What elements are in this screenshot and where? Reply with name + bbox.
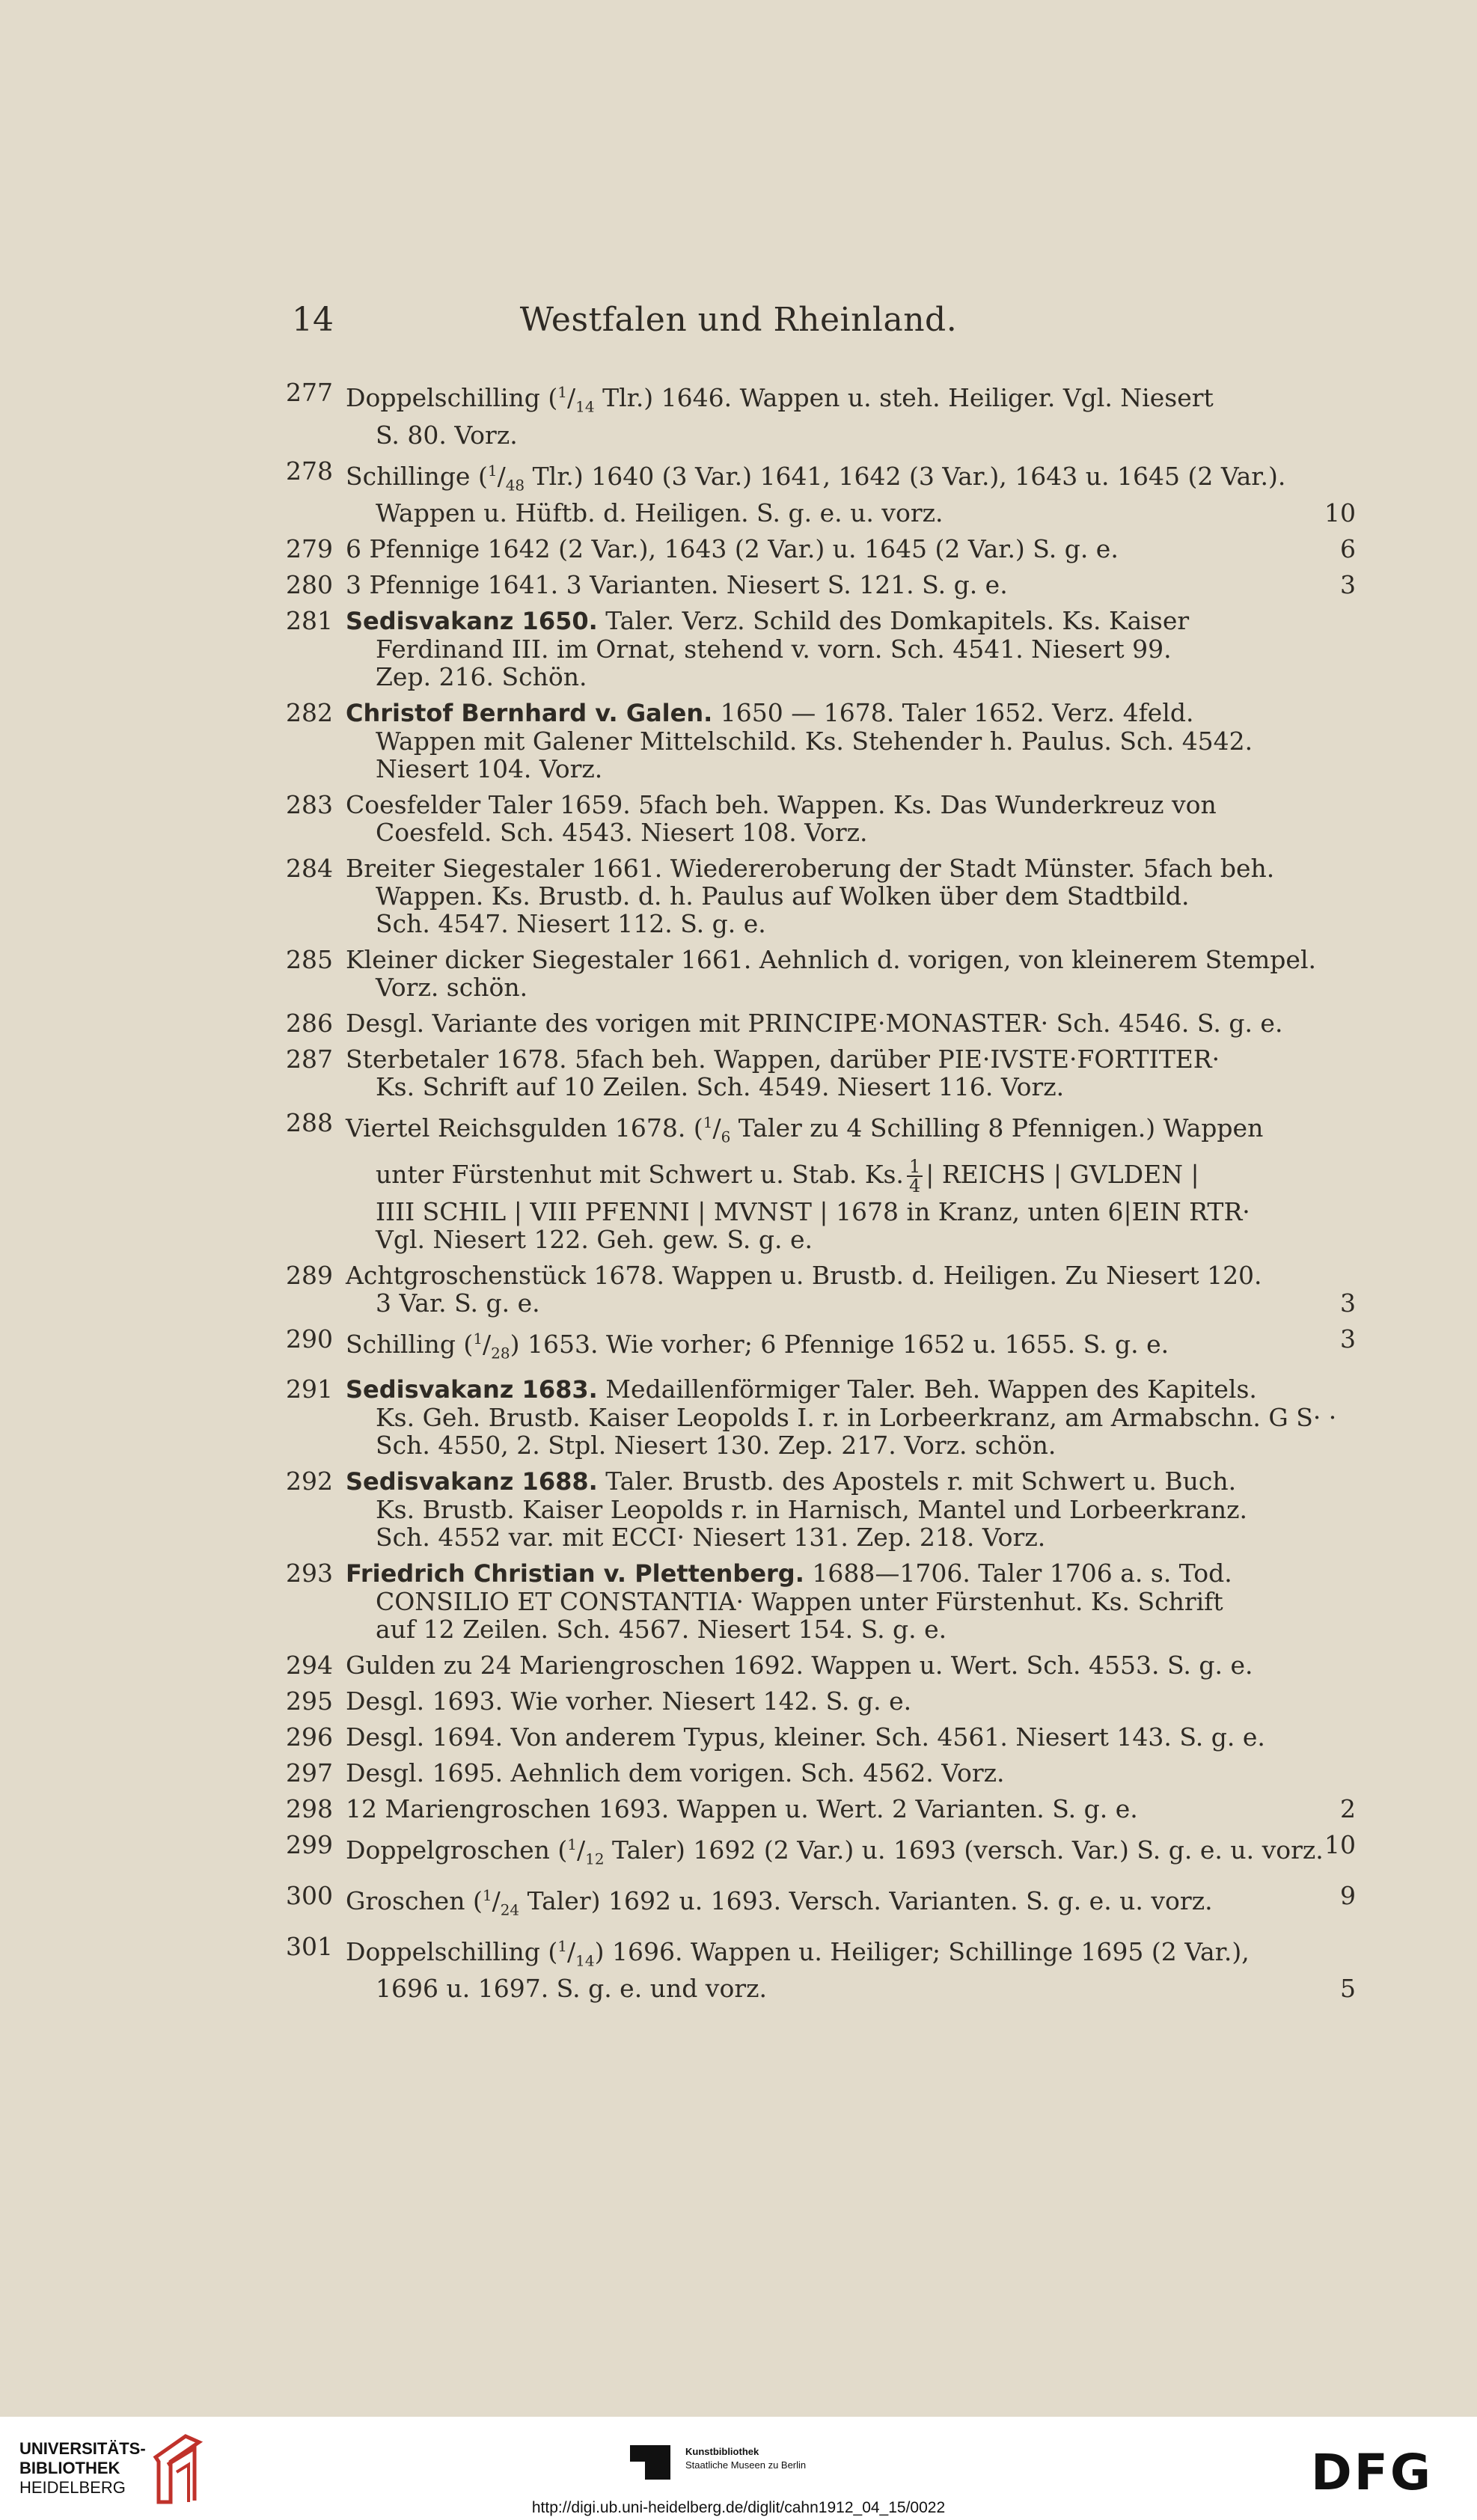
catalog-entry	[286, 535, 1356, 563]
entry-text: Medaillenförmiger Taler. Beh. Wappen des Kapitels.	[597, 1374, 1257, 1404]
dfg-logo: DFG	[1311, 2444, 1434, 2501]
entry-price: 3	[1340, 1288, 1356, 1318]
catalog-entry	[286, 607, 1356, 691]
entry-text: Schilling (	[346, 1329, 474, 1359]
entry-text: Wappen. Ks. Brustb. d. h. Paulus auf Wolken über dem Stadtbild.	[376, 881, 1190, 911]
fraction: $^1/_{28}$	[473, 1329, 510, 1363]
entry-line	[346, 1289, 1356, 1317]
entry-text: Tlr.) 1646. Wappen u. steh. Heiliger. Vgl. Niesert	[594, 383, 1214, 412]
entry-line	[346, 910, 1356, 938]
entry-number: 283	[286, 790, 333, 820]
catalog-entry	[286, 571, 1356, 599]
entry-number: 292	[286, 1467, 333, 1496]
entry-text: ) 1696. Wappen u. Heiliger; Schillinge 1695 (2 Var.),	[594, 1936, 1250, 1966]
uni-line-2: BIBLIOTHEK	[19, 2459, 120, 2477]
entry-line	[346, 1431, 1356, 1459]
entry-text: Vorz. schön.	[376, 973, 528, 1003]
footer-bar	[0, 2417, 1477, 2520]
entry-text: | REICHS | GVLDEN |	[926, 1159, 1199, 1189]
entry-number: 298	[286, 1794, 333, 1824]
catalog-entry	[286, 1831, 1356, 1874]
permalink-url[interactable]: http://digi.ub.uni-heidelberg.de/diglit/cahn1912_04_15/0022	[531, 2499, 946, 2516]
entry-price: 5	[1340, 1974, 1356, 2004]
fraction-denominator: 4	[908, 1175, 921, 1196]
entry-line	[346, 421, 1356, 449]
entry-text: Sterbetaler 1678. 5fach beh. Wappen, darüber PIE·IVSTE·FORTITER·	[346, 1045, 1220, 1074]
entry-text: Coesfeld. Sch. 4543. Niesert 108. Vorz.	[376, 818, 868, 848]
entry-heading: Sedisvakanz 1683.	[346, 1375, 598, 1404]
entry-line	[346, 1009, 1356, 1037]
entry-heading: Sedisvakanz 1650.	[346, 607, 598, 636]
catalog-entries	[286, 379, 1356, 2010]
entry-text: Taler) 1692 u. 1693. Versch. Varianten. S. g. e. u. vorz.	[519, 1886, 1213, 1915]
entry-text: Kleiner dicker Siegestaler 1661. Aehnlich d. vorigen, von kleinerem Stempel.	[346, 945, 1316, 975]
entry-line	[346, 571, 1356, 599]
university-library-logo-icon	[151, 2432, 204, 2507]
entry-text: Zep. 216. Schön.	[376, 662, 587, 692]
entry-number: 288	[286, 1108, 333, 1138]
entry-text: Taler. Brustb. des Apostels r. mit Schwert u. Buch.	[597, 1467, 1237, 1496]
catalog-entry	[286, 1109, 1356, 1253]
entry-line	[346, 1325, 1356, 1368]
entry-text: Ks. Schrift auf 10 Zeilen. Sch. 4549. Niesert 116. Vorz.	[376, 1072, 1065, 1102]
entry-text: Doppelschilling (	[346, 383, 558, 412]
entry-line	[346, 854, 1356, 882]
entry-line	[346, 1559, 1356, 1588]
entry-text: Groschen (	[346, 1886, 483, 1915]
fraction: $^1/_{12}$	[567, 1835, 605, 1868]
entry-number: 282	[286, 698, 333, 728]
entry-line	[346, 1723, 1356, 1751]
entry-text: Taler zu 4 Schilling 8 Pfennigen.) Wappen	[730, 1113, 1264, 1143]
entry-text: Doppelschilling (	[346, 1936, 558, 1966]
entry-text: Achtgroschenstück 1678. Wappen u. Brustb. d. Heiligen. Zu Niesert 120.	[346, 1260, 1262, 1290]
entry-number: 301	[286, 1931, 333, 1961]
catalog-entry	[286, 1723, 1356, 1751]
entry-line	[346, 1109, 1356, 1152]
catalog-entry	[286, 457, 1356, 527]
catalog-entry	[286, 1651, 1356, 1679]
entry-text: Gulden zu 24 Mariengroschen 1692. Wappen u. Wert. Sch. 4553. S. g. e.	[346, 1651, 1253, 1680]
entry-text: Niesert 104. Vorz.	[376, 754, 603, 784]
catalog-entry	[286, 1559, 1356, 1643]
fraction-numerator: 1	[907, 1157, 923, 1177]
entry-line	[346, 1615, 1356, 1643]
catalog-entry	[286, 1375, 1356, 1459]
entry-line	[346, 1226, 1356, 1253]
entry-text: 12 Mariengroschen 1693. Wappen u. Wert. 2 Varianten. S. g. e.	[346, 1794, 1138, 1824]
kunstbibliothek-text	[685, 2445, 806, 2472]
catalog-entry	[286, 1009, 1356, 1037]
entry-line	[346, 1831, 1356, 1874]
fraction: $^1/_{14}$	[557, 383, 595, 416]
entry-text: Sch. 4550, 2. Stpl. Niesert 130. Zep. 217. Vorz. schön.	[376, 1431, 1056, 1461]
fraction: $^1/_{14}$	[557, 1936, 595, 1970]
entry-heading: Sedisvakanz 1688.	[346, 1467, 598, 1496]
entry-number: 287	[286, 1045, 333, 1074]
catalog-entry	[286, 1759, 1356, 1787]
entry-number: 299	[286, 1830, 333, 1860]
entry-text: 1696 u. 1697. S. g. e. und vorz.	[376, 1974, 767, 2004]
kb-line-2: Staatliche Museen zu Berlin	[685, 2459, 807, 2471]
catalog-entry	[286, 1467, 1356, 1551]
entry-text: Breiter Siegestaler 1661. Wiedereroberung der Stadt Münster. 5fach beh.	[346, 854, 1275, 884]
entry-text: Tlr.) 1640 (3 Var.) 1641, 1642 (3 Var.), 1643 u. 1645 (2 Var.).	[525, 461, 1286, 491]
entry-price: 3	[1340, 570, 1356, 600]
entry-price: 10	[1324, 498, 1356, 528]
entry-text: Wappen mit Galener Mittelschild. Ks. Stehender h. Paulus. Sch. 4542.	[376, 727, 1253, 756]
entry-line	[346, 946, 1356, 973]
entry-text: Desgl. 1695. Aehnlich dem vorigen. Sch. 4562. Vorz.	[346, 1758, 1005, 1788]
entry-line	[346, 1261, 1356, 1289]
uni-line-3: HEIDELBERG	[19, 2478, 126, 2497]
entry-price: 3	[1340, 1324, 1356, 1354]
catalog-entry	[286, 1933, 1356, 2003]
entry-number: 294	[286, 1651, 333, 1680]
page-header-title: Westfalen und Rheinland.	[519, 301, 958, 339]
entry-text: S. 80. Vorz.	[376, 420, 518, 450]
catalog-entry	[286, 1261, 1356, 1317]
catalog-entry	[286, 854, 1356, 938]
entry-text: CONSILIO ET CONSTANTIA· Wappen unter Fürstenhut. Ks. Schrift	[376, 1587, 1223, 1617]
catalog-entry	[286, 1045, 1356, 1101]
entry-text: unter Fürstenhut mit Schwert u. Stab. Ks.	[376, 1159, 904, 1189]
entry-line	[346, 607, 1356, 635]
kunstbibliothek-logo-icon	[629, 2444, 672, 2481]
entry-line	[346, 1687, 1356, 1715]
entry-text: Taler) 1692 (2 Var.) u. 1693 (versch. Var.) S. g. e. u. vorz.	[604, 1835, 1324, 1865]
entry-text: Vgl. Niesert 122. Geh. gew. S. g. e.	[376, 1224, 813, 1254]
entry-number: 295	[286, 1686, 333, 1716]
entry-line	[346, 1467, 1356, 1496]
catalog-entry	[286, 1882, 1356, 1924]
entry-text: Schillinge (	[346, 461, 488, 491]
entry-line	[346, 755, 1356, 783]
entry-number: 281	[286, 606, 333, 636]
catalog-entry	[286, 1687, 1356, 1715]
entry-price: 2	[1340, 1794, 1356, 1824]
entry-line	[346, 1045, 1356, 1073]
catalog-entry	[286, 791, 1356, 846]
catalog-entry	[286, 699, 1356, 783]
entry-text: IIII SCHIL | VIII PFENNI | MVNST | 1678 in Kranz, unten 6|EIN RTR·	[376, 1196, 1250, 1226]
entry-text: Sch. 4552 var. mit ECCI· Niesert 131. Zep. 218. Vorz.	[376, 1523, 1046, 1553]
entry-text: ) 1653. Wie vorher; 6 Pfennige 1652 u. 1655. S. g. e.	[510, 1329, 1169, 1359]
fraction: $^1/_{24}$	[482, 1886, 520, 1919]
kb-line-1: Kunstbibliothek	[685, 2446, 759, 2457]
entry-line	[346, 1651, 1356, 1679]
entry-line	[346, 1795, 1356, 1823]
entry-line	[346, 1073, 1356, 1101]
entry-number: 300	[286, 1880, 333, 1910]
running-head	[0, 301, 1477, 346]
entry-line	[346, 635, 1356, 663]
entry-price: 10	[1324, 1830, 1356, 1860]
entry-line	[346, 1588, 1356, 1615]
entry-number: 280	[286, 570, 333, 600]
entry-heading: Friedrich Christian v. Plettenberg.	[346, 1559, 804, 1588]
entry-number: 277	[286, 378, 333, 407]
stacked-fraction	[907, 1157, 923, 1195]
entry-text: Sch. 4547. Niesert 112. S. g. e.	[376, 909, 766, 939]
entry-text: Desgl. 1693. Wie vorher. Niesert 142. S. g. e.	[346, 1686, 912, 1716]
catalog-entry	[286, 379, 1356, 449]
entry-line	[346, 535, 1356, 563]
entry-line	[346, 1496, 1356, 1523]
entry-heading: Christof Bernhard v. Galen.	[346, 699, 713, 728]
entry-number: 293	[286, 1559, 333, 1588]
entry-text: Ks. Geh. Brustb. Kaiser Leopolds I. r. in Lorbeerkranz, am Armabschn. G S· ·	[376, 1403, 1337, 1433]
entry-line	[346, 882, 1356, 910]
entry-line	[346, 1759, 1356, 1787]
entry-line	[346, 1882, 1356, 1924]
entry-number: 289	[286, 1260, 333, 1290]
catalog-entry	[286, 1325, 1356, 1368]
page-number: 14	[292, 301, 334, 339]
entry-number: 278	[286, 456, 333, 486]
entry-text: auf 12 Zeilen. Sch. 4567. Niesert 154. S. g. e.	[376, 1615, 947, 1645]
entry-line	[346, 499, 1356, 527]
entry-line	[346, 791, 1356, 819]
entry-line	[346, 379, 1356, 421]
entry-line	[346, 1198, 1356, 1226]
university-library-logo-text	[19, 2439, 146, 2498]
entry-line	[346, 663, 1356, 691]
entry-number: 291	[286, 1374, 333, 1404]
fraction: $^1/_6$	[703, 1113, 731, 1146]
entry-number: 286	[286, 1009, 333, 1039]
entry-line	[346, 699, 1356, 727]
entry-line	[346, 1975, 1356, 2002]
entry-line	[346, 973, 1356, 1001]
entry-line	[346, 1375, 1356, 1404]
entry-number: 284	[286, 854, 333, 884]
entry-text: Desgl. Variante des vorigen mit PRINCIPE·MONASTER· Sch. 4546. S. g. e.	[346, 1009, 1283, 1039]
entry-text: Doppelgroschen (	[346, 1835, 568, 1865]
entry-line	[346, 1523, 1356, 1551]
entry-text: Ks. Brustb. Kaiser Leopolds r. in Harnisch, Mantel und Lorbeerkranz.	[376, 1495, 1248, 1525]
entry-text: Taler. Verz. Schild des Domkapitels. Ks. Kaiser	[597, 606, 1190, 636]
entry-line	[346, 1404, 1356, 1431]
entry-line	[346, 1933, 1356, 1975]
entry-text: Ferdinand III. im Ornat, stehend v. vorn. Sch. 4541. Niesert 99.	[376, 634, 1172, 664]
entry-line	[346, 819, 1356, 846]
entry-text: 3 Pfennige 1641. 3 Varianten. Niesert S. 121. S. g. e.	[346, 570, 1008, 600]
entry-text: 3 Var. S. g. e.	[376, 1288, 540, 1318]
entry-number: 285	[286, 945, 333, 975]
catalog-entry	[286, 1795, 1356, 1823]
entry-line	[346, 457, 1356, 500]
entry-text: Desgl. 1694. Von anderem Typus, kleiner. Sch. 4561. Niesert 143. S. g. e.	[346, 1722, 1265, 1752]
entry-line	[346, 1152, 1356, 1198]
entry-number: 297	[286, 1758, 333, 1788]
entry-number: 279	[286, 534, 333, 564]
entry-number: 296	[286, 1722, 333, 1752]
entry-price: 9	[1340, 1880, 1356, 1910]
catalog-entry	[286, 946, 1356, 1001]
entry-text: 1650 — 1678. Taler 1652. Verz. 4feld.	[712, 698, 1194, 728]
entry-text: 6 Pfennige 1642 (2 Var.), 1643 (2 Var.) u. 1645 (2 Var.) S. g. e.	[346, 534, 1119, 564]
entry-text: Wappen u. Hüftb. d. Heiligen. S. g. e. u. vorz.	[376, 498, 944, 528]
entry-price: 6	[1340, 534, 1356, 564]
fraction: $^1/_{48}$	[487, 461, 525, 495]
entry-line	[346, 727, 1356, 755]
entry-number: 290	[286, 1324, 333, 1354]
entry-text: Coesfelder Taler 1659. 5fach beh. Wappen. Ks. Das Wunderkreuz von	[346, 790, 1217, 820]
entry-text: 1688—1706. Taler 1706 a. s. Tod.	[804, 1559, 1232, 1588]
entry-text: Viertel Reichsgulden 1678. (	[346, 1113, 703, 1143]
uni-line-1: UNIVERSITÄTS-	[19, 2439, 146, 2458]
